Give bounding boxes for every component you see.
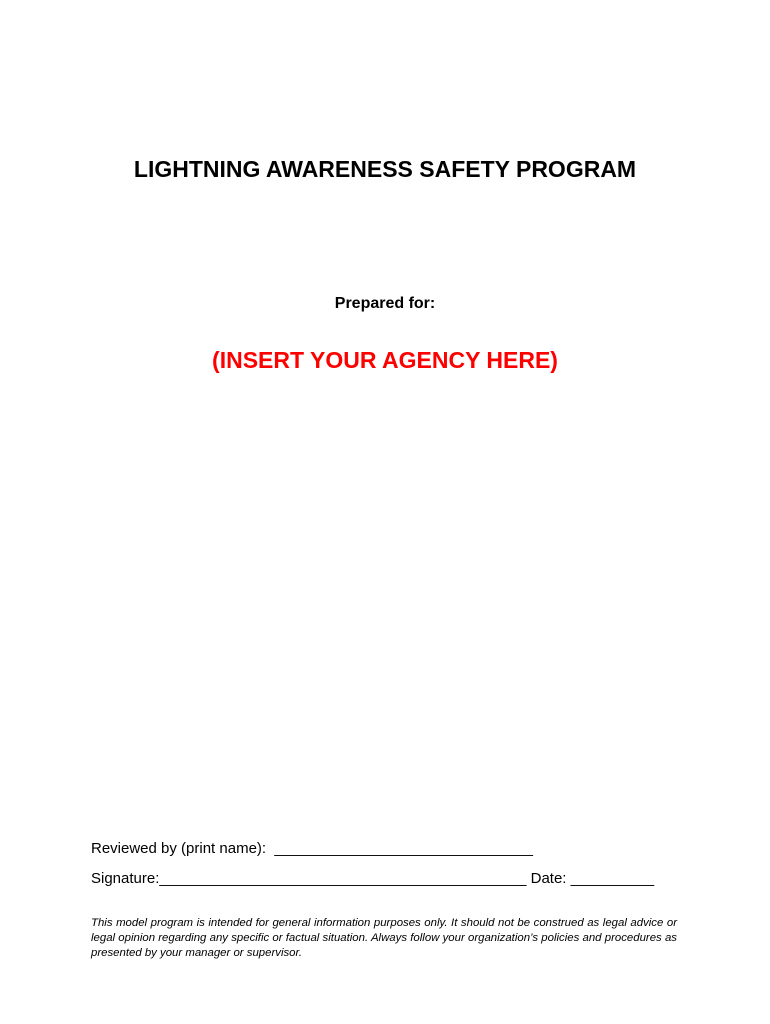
prepared-for-label: Prepared for: — [334, 295, 436, 312]
agency-placeholder: (INSERT YOUR AGENCY HERE) — [212, 347, 558, 373]
disclaimer-text: This model program is intended for general information purposes only. It should not be construed as legal advice or legal opinion regarding any specific or factual situation. Always follow your organization’s policies and procedures as presented by your manager or supervisor. — [91, 917, 677, 959]
reviewed-by-line: Reviewed by (print name): _______________________________ — [91, 840, 534, 857]
document-title: LIGHTNING AWARENESS SAFETY PROGRAM — [133, 156, 637, 182]
signature-date-line: Signature:____________________________________________ Date: __________ — [91, 870, 655, 887]
